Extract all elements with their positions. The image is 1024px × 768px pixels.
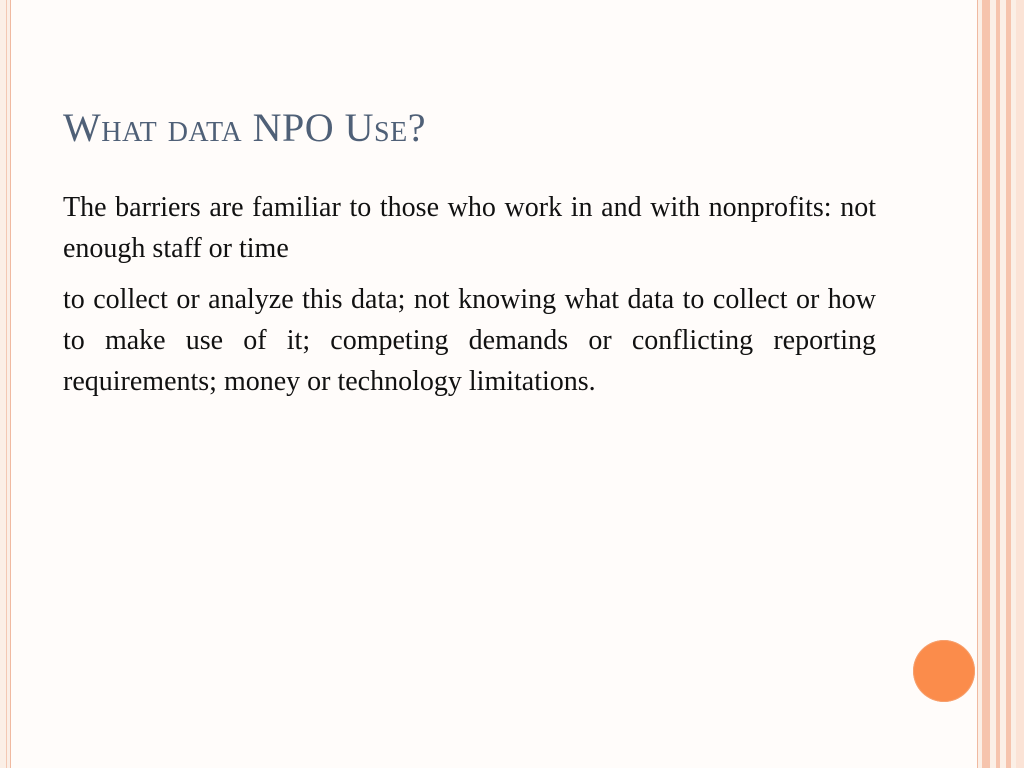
slide-title: What data NPO Use?: [63, 105, 426, 150]
accent-dot: [913, 640, 975, 702]
decorative-stripe: [982, 0, 990, 768]
decorative-stripe: [1006, 0, 1011, 768]
decorative-stripe: [996, 0, 1000, 768]
left-border: [0, 0, 7, 768]
decorative-stripe: [1016, 0, 1024, 768]
body-paragraph: to collect or analyze this data; not knowing what data to collect or how to make use of it; competing demands or conflicting reporting requirements; money or technology limitations.: [63, 284, 876, 397]
body-paragraph: The barriers are familiar to those who work in and with nonprofits: not enough staff or time: [63, 192, 876, 264]
slide-body: [63, 187, 876, 412]
